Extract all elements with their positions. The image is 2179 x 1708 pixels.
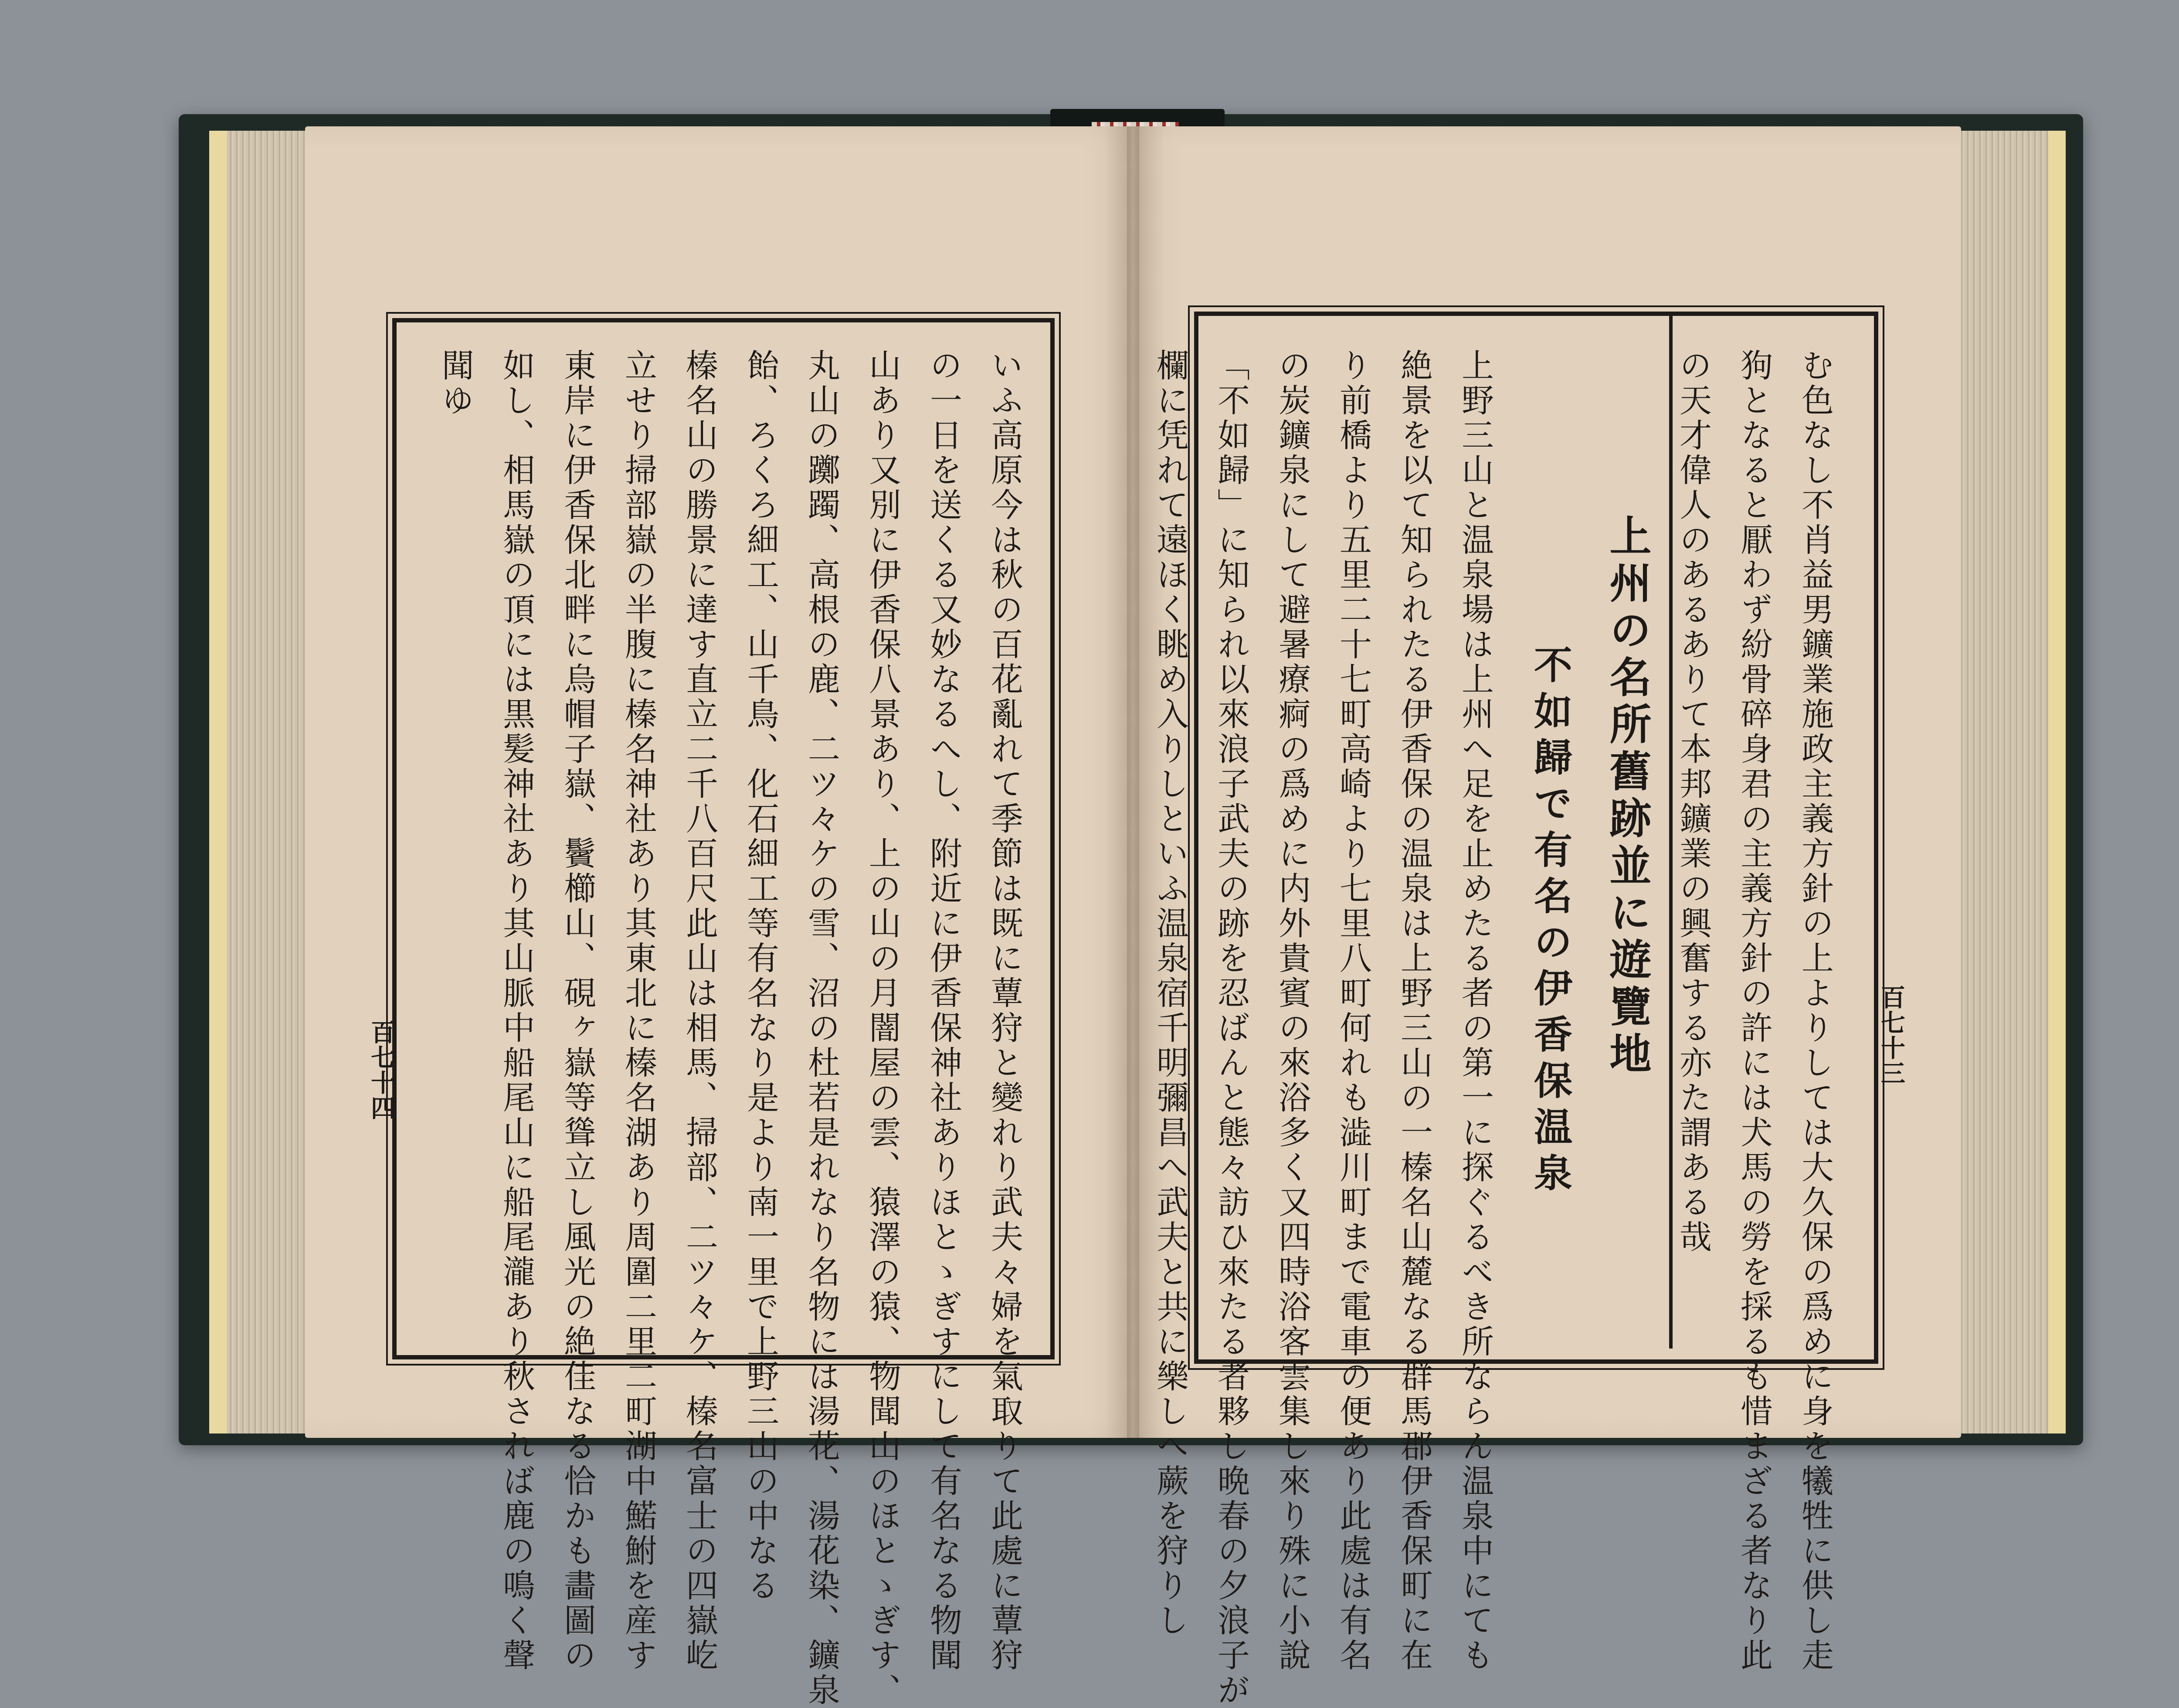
right-col-6: 欄に凭れて遠ほく眺め入りしといふ温泉宿千明彌昌へ武夫と共に樂しへ蕨を狩りし [1151, 349, 1189, 1638]
left-col-9: 如し、相馬嶽の頂には黒髪神社あり其山脈中船尾山に船尾瀧あり秋されば鹿の鳴く聲 [498, 349, 535, 1673]
left-col-10: 聞ゆ [437, 349, 474, 418]
left-col-1: いふ高原今は秋の百花亂れて季節は既に蕈狩と變れり武夫々婦を氣取りて此處に蕈狩 [986, 349, 1023, 1673]
left-col-3: 山あり又別に伊香保八景あり、上の山の月闇屋の雲、猿澤の猿、物聞山のほとゝぎす、 [864, 349, 901, 1708]
section-title: 上州の名所舊跡並に遊覽地 [1603, 514, 1652, 1079]
section-divider-rule [1669, 316, 1673, 1349]
left-col-7: 立せり掃部嶽の半腹に榛名神社あり其東北に榛名湖あり周圍二里二町湖中鰙鮒を産す [620, 349, 657, 1673]
right-col-4: の炭鑛泉にして避暑療痾の爲めに内外貴賓の來浴多く又四時浴客雲集し來り殊に小說 [1273, 349, 1311, 1673]
left-page-number: 百七十四 [367, 1020, 396, 1121]
right-col-1: 上野三山と温泉場は上州へ足を止めたる者の第一に探ぐるべき所ならん温泉中にても [1456, 349, 1494, 1673]
right-col-2: 絶景を以て知られたる伊香保の温泉は上野三山の一榛名山麓なる群馬郡伊香保町に在 [1395, 349, 1433, 1673]
right-cont-col-1: む色なし不肖益男鑛業施政主義方針の上よりしては大久保の爲めに身を犧牲に供し走 [1796, 349, 1834, 1673]
right-page-number: 百七十三 [1877, 985, 1906, 1086]
left-col-8: 東岸に伊香保北畔に烏帽子嶽、鬢櫛山、硯ヶ嶽等聳立し風光の絶佳なる恰かも畵圖の [559, 349, 596, 1673]
left-col-2: の一日を送くる又妙なるへし、附近に伊香保神社ありほとゝぎすにして有名なる物聞 [925, 349, 962, 1673]
right-endpaper-strip [2048, 131, 2066, 1434]
right-col-3: り前橋より五里二十七町高崎より七里八町何れも澁川町まで電車の便あり此處は有名 [1334, 349, 1372, 1673]
left-col-5: 飴、ろくろ細工、山千鳥、化石細工等有名なり是より南一里で上野三山の中なる [742, 349, 779, 1603]
right-col-5: 「不如歸」に知られ以來浪子武夫の跡を忍ばんと態々訪ひ來たる者夥し晩春の夕浪子が [1212, 349, 1250, 1708]
left-col-6: 榛名山の勝景に達す直立二千八百尺此山は相馬、掃部、二ツ々ケ、榛名富士の四嶽屹 [681, 349, 718, 1673]
left-col-4: 丸山の躑躅、高根の鹿、二ツ々ケの雪、沼の杜若是れなり名物には湯花、湯花染、鑛泉 [803, 349, 840, 1708]
left-endpaper-strip [209, 131, 227, 1434]
right-cont-col-2: 狗となると厭わず紛骨碎身君の主義方針の許には犬馬の勞を採るも惜まざる者なり此 [1735, 349, 1773, 1673]
gutter [1127, 126, 1139, 1438]
section-subtitle: 不如歸で有名の伊香保温泉 [1528, 645, 1573, 1199]
right-cont-col-3: の天才偉人のあるありて本邦鑛業の興奮する亦た謂ある哉 [1674, 349, 1712, 1255]
